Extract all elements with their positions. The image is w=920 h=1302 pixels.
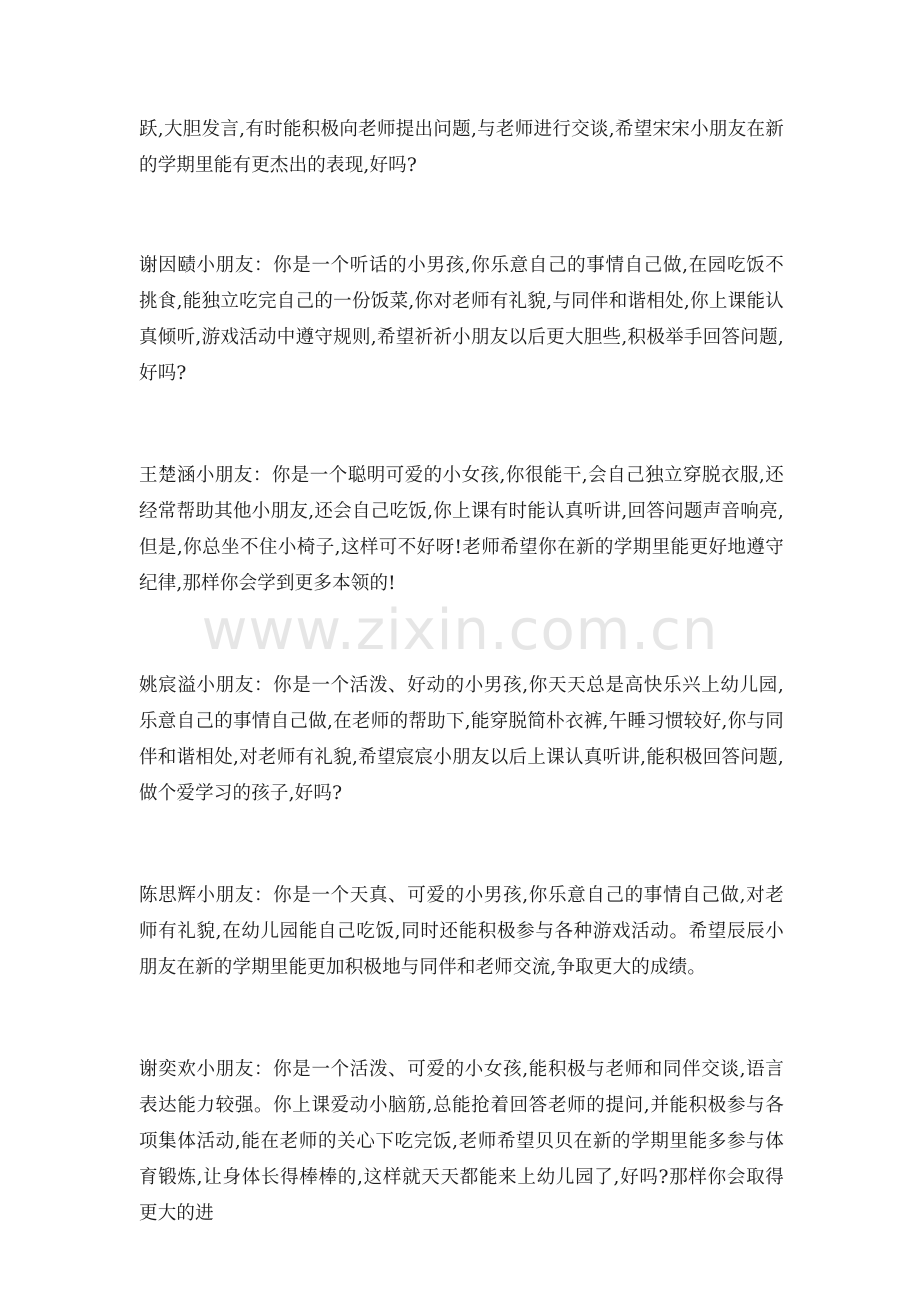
comment-paragraph: 陈思辉小朋友：你是一个天真、可爱的小男孩,你乐意自己的事情自己做,对老师有礼貌,在幼儿园能自己吃饭,同时还能积极参与各种游戏活动。希望辰辰小朋友在新的学期里能更加积极地与同伴和老师交流,争取更大的成绩。 bbox=[139, 885, 784, 978]
document-body bbox=[139, 112, 784, 1298]
watermark: www.zixin.com.cn bbox=[201, 598, 719, 663]
comment-paragraph: 跃,大胆发言,有时能积极向老师提出问题,与老师进行交谈,希望宋宋小朋友在新的学期里能有更杰出的表现,好吗? bbox=[139, 119, 784, 176]
comment-paragraph: 姚宸溢小朋友：你是一个活泼、好动的小男孩,你天天总是高快乐兴上幼儿园,乐意自己的事情自己做,在老师的帮助下,能穿脱简朴衣裤,午睡习惯较好,你与同伴和谐相处,对老师有礼貌,希望宸宸小朋友以后上课认真听讲,能积极回答问题,做个爱学习的孩子,好吗? bbox=[139, 675, 784, 804]
comment-paragraph: 谢奕欢小朋友：你是一个活泼、可爱的小女孩,能积极与老师和同伴交谈,语言表达能力较强。你上课爱动小脑筋,总能抢着回答老师的提问,并能积极参与各项集体活动,能在老师的关心下吃完饭,老师希望贝贝在新的学期里能多参与体育锻炼,让身体长得棒棒的,这样就天天都能来上幼儿园了,好吗?那样你会取得更大的进 bbox=[139, 1059, 784, 1224]
comment-paragraph: 谢因赜小朋友：你是一个听话的小男孩,你乐意自己的事情自己做,在园吃饭不挑食,能独立吃完自己的一份饭菜,你对老师有礼貌,与同伴和谐相处,你上课能认真倾听,游戏活动中遵守规则,希望祈祈小朋友以后更大胆些,积极举手回答问题,好吗? bbox=[139, 255, 784, 384]
comment-paragraph: 王楚涵小朋友：你是一个聪明可爱的小女孩,你很能干,会自己独立穿脱衣服,还经常帮助其他小朋友,还会自己吃饭,你上课有时能认真听讲,回答问题声音响亮,但是,你总坐不住小椅子,这样可不好呀!老师希望你在新的学期里能更好地遵守纪律,那样你会学到更多本领的! bbox=[139, 465, 784, 594]
